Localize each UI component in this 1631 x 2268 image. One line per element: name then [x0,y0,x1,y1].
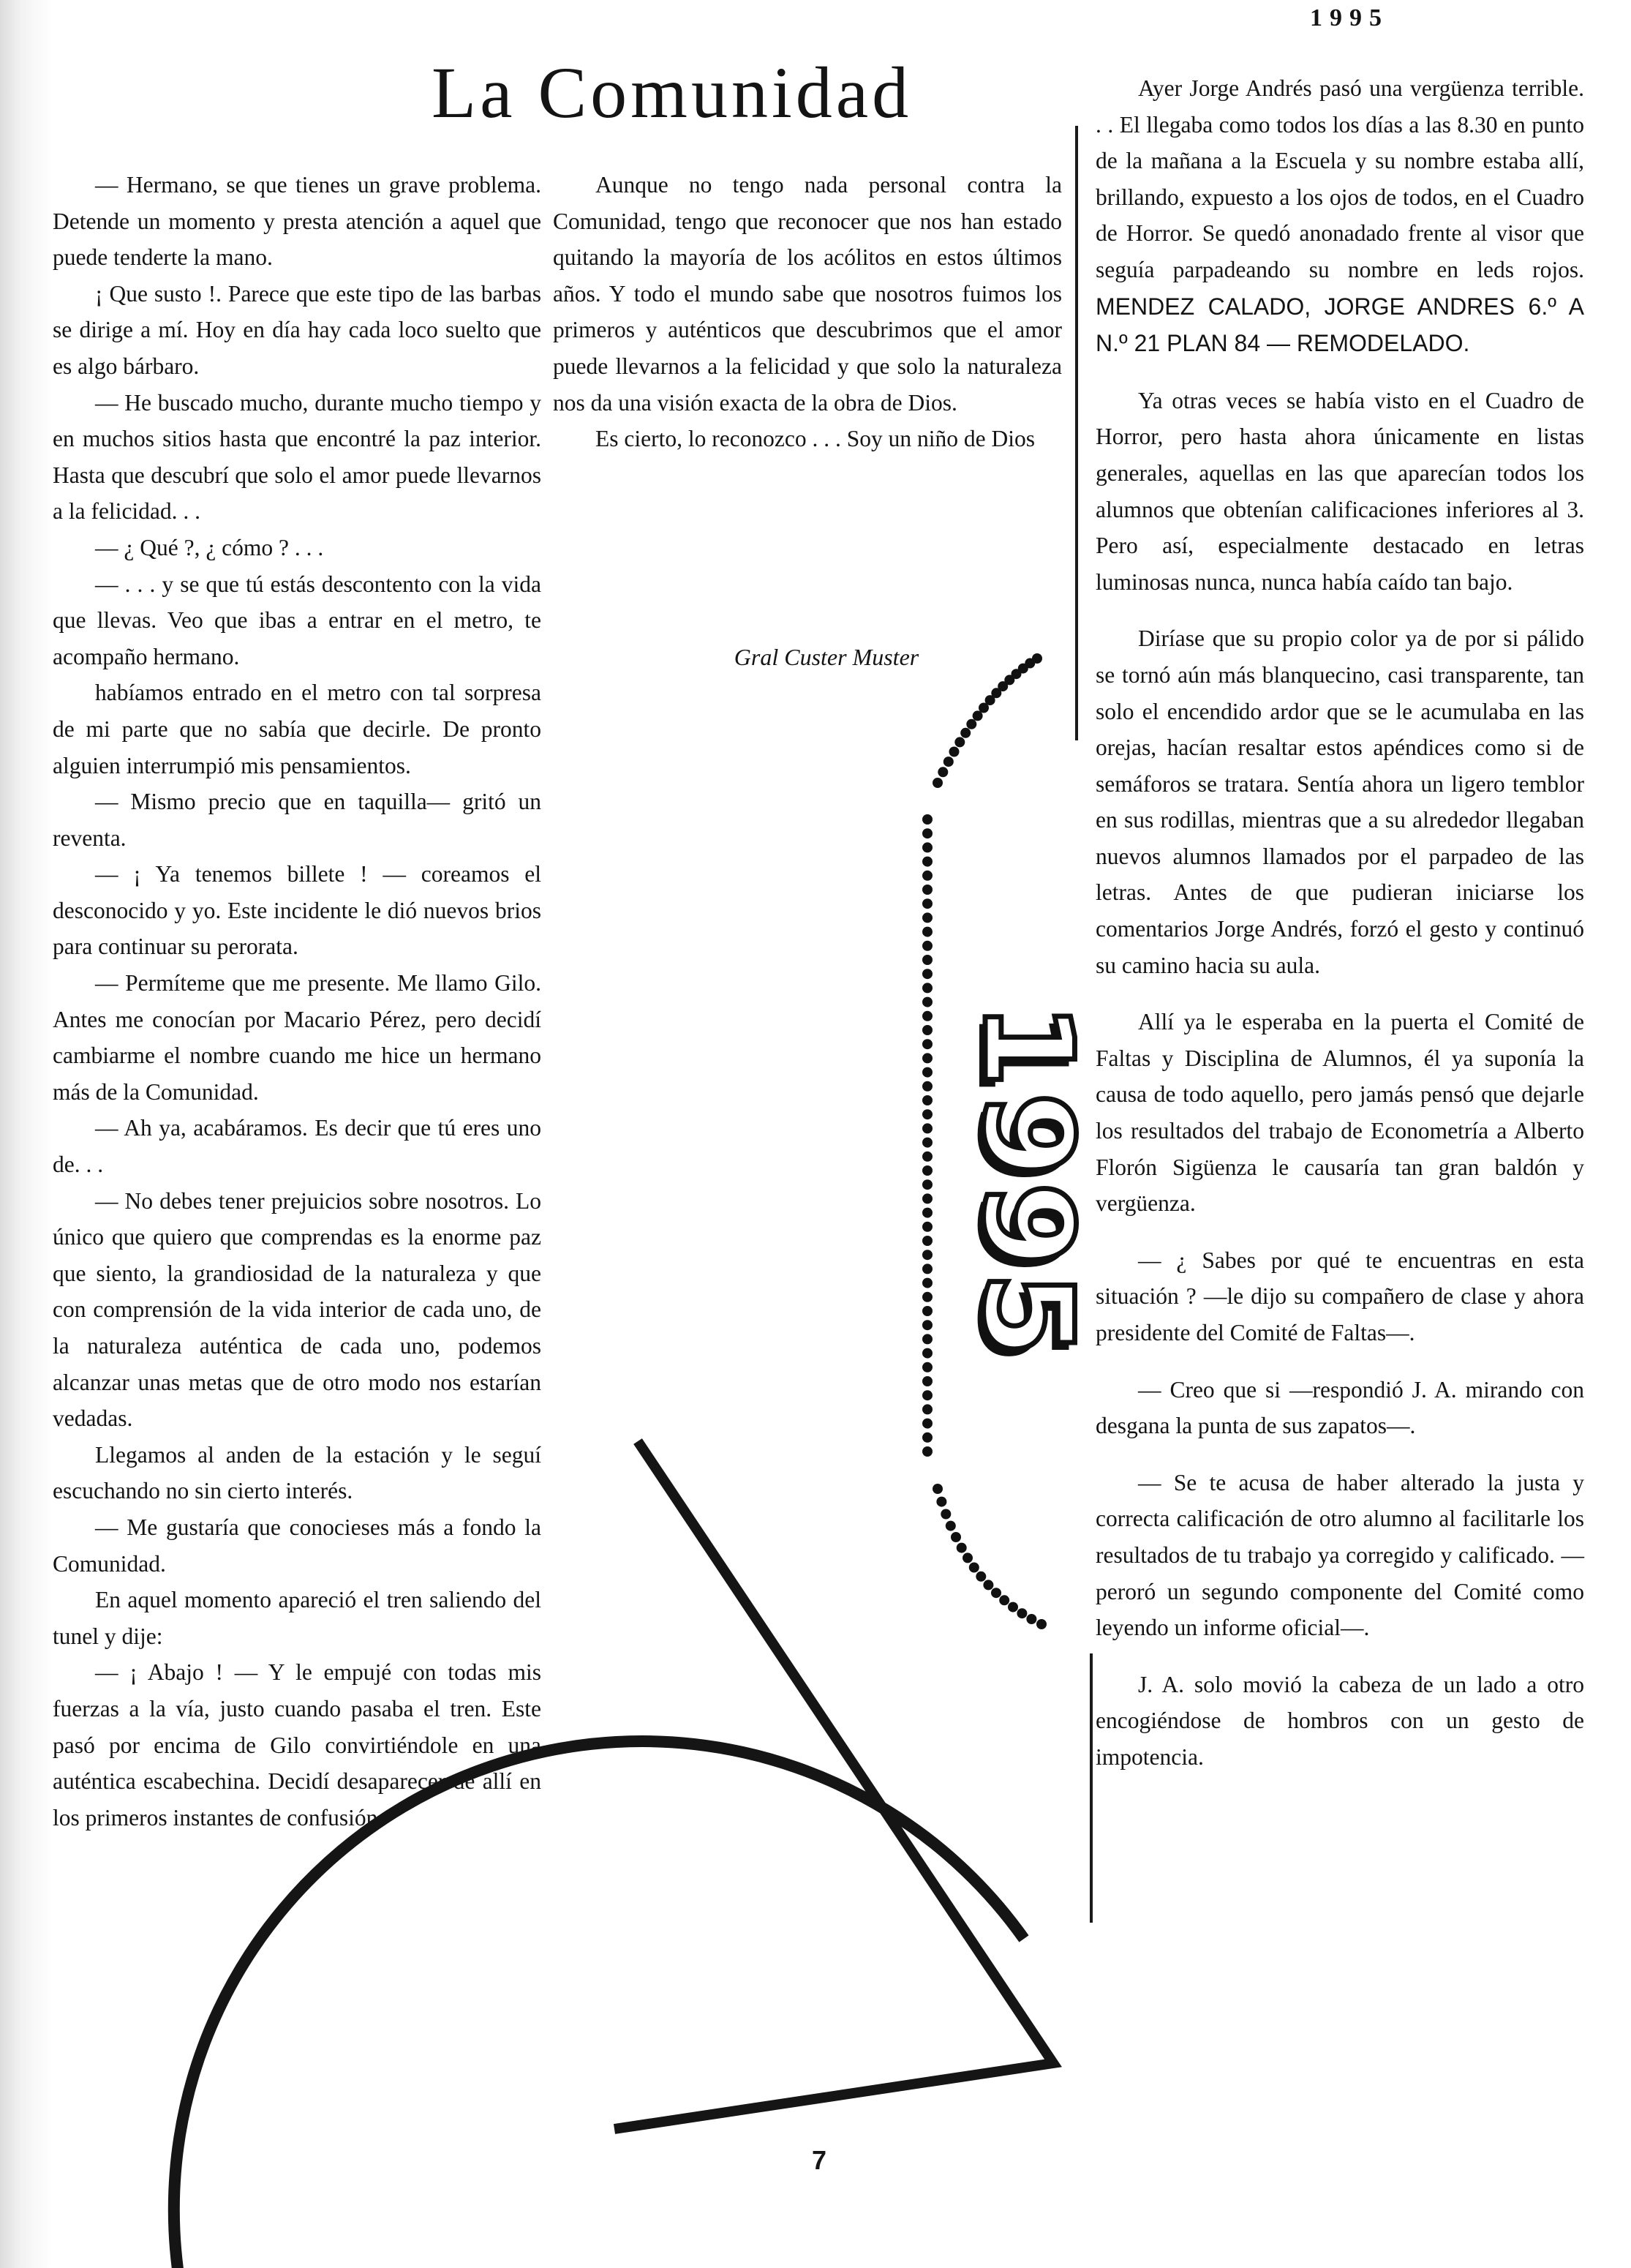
dot [922,1152,933,1162]
dot [938,767,948,777]
dot [922,1208,933,1218]
dot [922,1432,933,1443]
dot [991,688,1001,698]
paragraph: J. A. solo movió la cabeza de un lado a otro encogiéndose de hombros con un gesto de impotencia. [1096,1671,1584,1770]
dot [922,1278,933,1288]
dot [1026,1614,1036,1624]
paragraph: Allí ya le esperaba en la puerta el Comité de Faltas y Disciplina de Alumnos, él ya suponía la causa de todo aquello, pero jamás pensó que dejarle los resultados del trabajo de Econometría a Alberto Florón Sigüenza le causaría tan gran baldón y vergüenza. [1096,1009,1584,1217]
paragraph: — No debes tener prejuicios sobre nosotros. Lo único que quiero que comprendas es la enorme paz que siento, la grandiosidad de la naturaleza y que con comprensión de la vida interior de cada uno, de la naturaleza auténtica de cada uno, podemos alcanzar unas metas que de otro modo nos estarían vedadas. [53,1187,541,1432]
dot [922,1236,933,1246]
column-rule [1075,126,1078,740]
paragraph: — Se te acusa de haber alterado la justa y correcta calificación de otro alumno al facilitarle los resultados de tu trabajo ya corregido y calificado. —peroró un segundo componente del Comité como leyendo un informe oficial—. [1096,1469,1584,1641]
dot [998,681,1008,691]
dot [922,969,933,979]
dot [949,747,960,757]
dot [922,1025,933,1035]
paragraph [1096,70,1584,362]
dot [979,703,989,713]
dotted-arc-bottom [933,1484,1047,1629]
page-edge-shadow [0,0,51,2268]
article-title: La Comunidad [432,52,913,133]
dot [922,955,933,965]
paragraph: — ¿ Qué ?, ¿ cómo ? . . . [95,534,324,560]
dot [922,1320,933,1330]
middle-column [553,167,1062,457]
dot [969,1563,979,1573]
dotted-line-vertical [922,814,933,1457]
author-signature: Gral Custer Muster [734,644,919,670]
paragraph: — Creo que si —respondió J. A. mirando con desgana la punta de sus zapatos—. [1096,1376,1584,1439]
dot [922,842,933,852]
dot [922,857,933,867]
dot [933,1484,943,1494]
paragraph: habíamos entrado en el metro con tal sorpresa de mi parte que no sabía que decirle. De pronto alguien interrumpió mis pensamientos. [53,680,541,778]
dot [922,885,933,895]
paragraph: Aunque no tengo nada personal contra la Comunidad, tengo que reconocer que nos han estado quitando la mayoría de los acólitos en estos últimos años. Y todo el mundo sabe que nosotros fuimos los primeros y auténticos que descubrimos que el amor puede llevarnos a la felicidad y que solo la naturaleza nos da una visión exacta de la obra de Dios. [553,172,1062,416]
paragraph-text: Ayer Jorge Andrés pasó una vergüenza terrible. . . El llegaba como todos los días a las 8.30 en punto de la mañana a la Escuela y su nombre estaba allí, brillando, expuesto a los ojos de todos, en el Cuadro de Horror. Se quedó anonadado frente al visor que seguía parpadeando su nombre en leds rojos. [1096,75,1584,282]
dot [922,1419,933,1429]
dot [1008,1602,1018,1612]
rotated-year-logo: 1995 [956,1002,1099,1362]
dot [922,1306,933,1316]
dot [983,1580,993,1590]
dot [922,1053,933,1063]
dot [922,1123,933,1133]
paragraph: Ya otras veces se había visto en el Cuadro de Horror, pero hasta ahora únicamente en listas generales, aquellas en las que aparecían todos los alumnos que obtenían calificaciones inferiores al 3. Pero así, especialmente destacado en letras luminosas nunca, nunca había caído tan bajo. [1096,387,1584,595]
dot [976,1572,986,1582]
paragraph: — ¿ Sabes por qué te encuentras en esta situación ? —le dijo su compañero de clase y ahora presidente del Comité de Faltas—. [1096,1247,1584,1345]
dot [1025,658,1035,669]
dot [922,1292,933,1302]
left-column [53,167,541,1836]
dot [960,728,971,738]
paragraph: — He buscado mucho, durante mucho tiempo y en muchos sitios hasta que encontré la paz interior. Hasta que descubrí que solo el amor puede llevarnos a la felicidad. . . [53,389,541,525]
dot [922,1404,933,1414]
dot [985,695,995,705]
dot [922,912,933,923]
paragraph: Llegamos al anden de la estación y le seguí escuchando no sin cierto interés. [53,1441,541,1504]
dot [1032,653,1042,664]
dot [946,1521,956,1531]
dot [922,1446,933,1457]
paragraph: — Hermano, se que tienes un grave problema. Detende un momento y presta atención a aquel que puede tenderte la mano. [53,172,541,271]
dot [922,1362,933,1373]
dot [966,719,976,729]
dot [922,1376,933,1386]
page-number: 7 [811,2145,827,2175]
paragraph: — . . . y se que tú estás descontento con la vida que llevas. Veo que ibas a entrar en el metro, te acompaño hermano. [53,571,541,669]
dot [922,814,933,825]
header-year: 1995 [1310,4,1389,31]
dot [999,1595,1009,1605]
dot [963,1552,973,1563]
paragraph: — Mismo precio que en taquilla— gritó un reventa. [53,789,541,851]
dot [922,1067,933,1078]
dot [1018,664,1028,674]
dot [922,898,933,909]
dot [941,1509,951,1520]
right-column [1096,70,1584,1776]
dot [957,1543,967,1553]
dot [922,1222,933,1232]
dot [1012,669,1022,679]
paragraph: — Me gustaría que conocieses más a fondo la Comunidad. [53,1514,541,1577]
paragraph: — Permíteme que me presente. Me llamo Gilo. Antes me conocían por Macario Pérez, pero decidí cambiarme el nombre cuando me hice un hermano más de la Comunidad. [53,970,541,1105]
dotted-arc-top [933,653,1042,788]
dot [922,1011,933,1021]
dot [922,1348,933,1359]
paragraph: En aquel momento apareció el tren saliendo del tunel y dije: [53,1587,541,1649]
paragraph: Es cierto, lo reconozco . . . Soy un niño de Dios [595,426,1036,452]
dot [922,997,933,1007]
paragraph: Diríase que su propio color ya de por si pálido se tornó aún más blanquecino, casi transparente, tan solo el encendido ardor que se le acumulaba en las orejas, hacían resaltar estos apéndices como si de semáforos se tratara. Sentía ahora un ligero temblor en sus rodillas, mientras que a su alrededor llegaban nuevos alumnos llamados por el parpadeo de las letras. Antes de que pudieran iniciarse los comentarios Jorge Andrés, forzó el gesto y continuó su camino hacia su aula. [1096,626,1584,978]
dot [922,1179,933,1190]
dot [936,1497,946,1507]
paragraph: — ¡ Abajo ! — Y le empujé con todas mis fuerzas a la vía, justo cuando pasaba el tren. Este pasó por encima de Gilo convirtiéndole en una auténtica escabechina. Decidí desaparecer de allí en los primeros instantes de confusión. [53,1659,541,1830]
dot [951,1532,961,1542]
dot [991,1588,1001,1598]
dot [922,1095,933,1105]
paragraph: — ¡ Ya tenemos billete ! — coreamos el desconocido y yo. Este incidente le dió nuevos brios para continuar su perorata. [53,861,541,960]
column-rule [1090,1653,1093,1923]
dot [933,778,943,788]
paragraph: — Ah ya, acabáramos. Es decir que tú eres uno de. . . [53,1115,541,1178]
leds-display-text: MENDEZ CALADO, JORGE ANDRES 6.º A N.º 21 PLAN 84 — REMODELADO. [1096,293,1584,357]
dot [922,871,933,881]
emblem-triangle [614,1441,1053,2129]
dot [1004,675,1014,685]
dot [1036,1619,1047,1629]
dot [922,1334,933,1344]
dot [922,1390,933,1400]
dot [922,983,933,993]
dot [922,1263,933,1274]
dot [922,1165,933,1176]
dot [922,1250,933,1260]
dot [922,1039,933,1049]
dot [1017,1608,1027,1618]
dot [922,941,933,951]
dot [943,756,954,767]
dot [922,828,933,838]
paragraph: ¡ Que susto !. Parece que este tipo de las barbas se dirige a mí. Hoy en día hay cada loco suelto que es algo bárbaro. [53,280,541,379]
dot [922,1138,933,1148]
dot [922,1193,933,1204]
dot [922,1081,933,1092]
dot [954,737,965,747]
dot [922,927,933,937]
dot [973,710,983,721]
dot [922,1109,933,1119]
